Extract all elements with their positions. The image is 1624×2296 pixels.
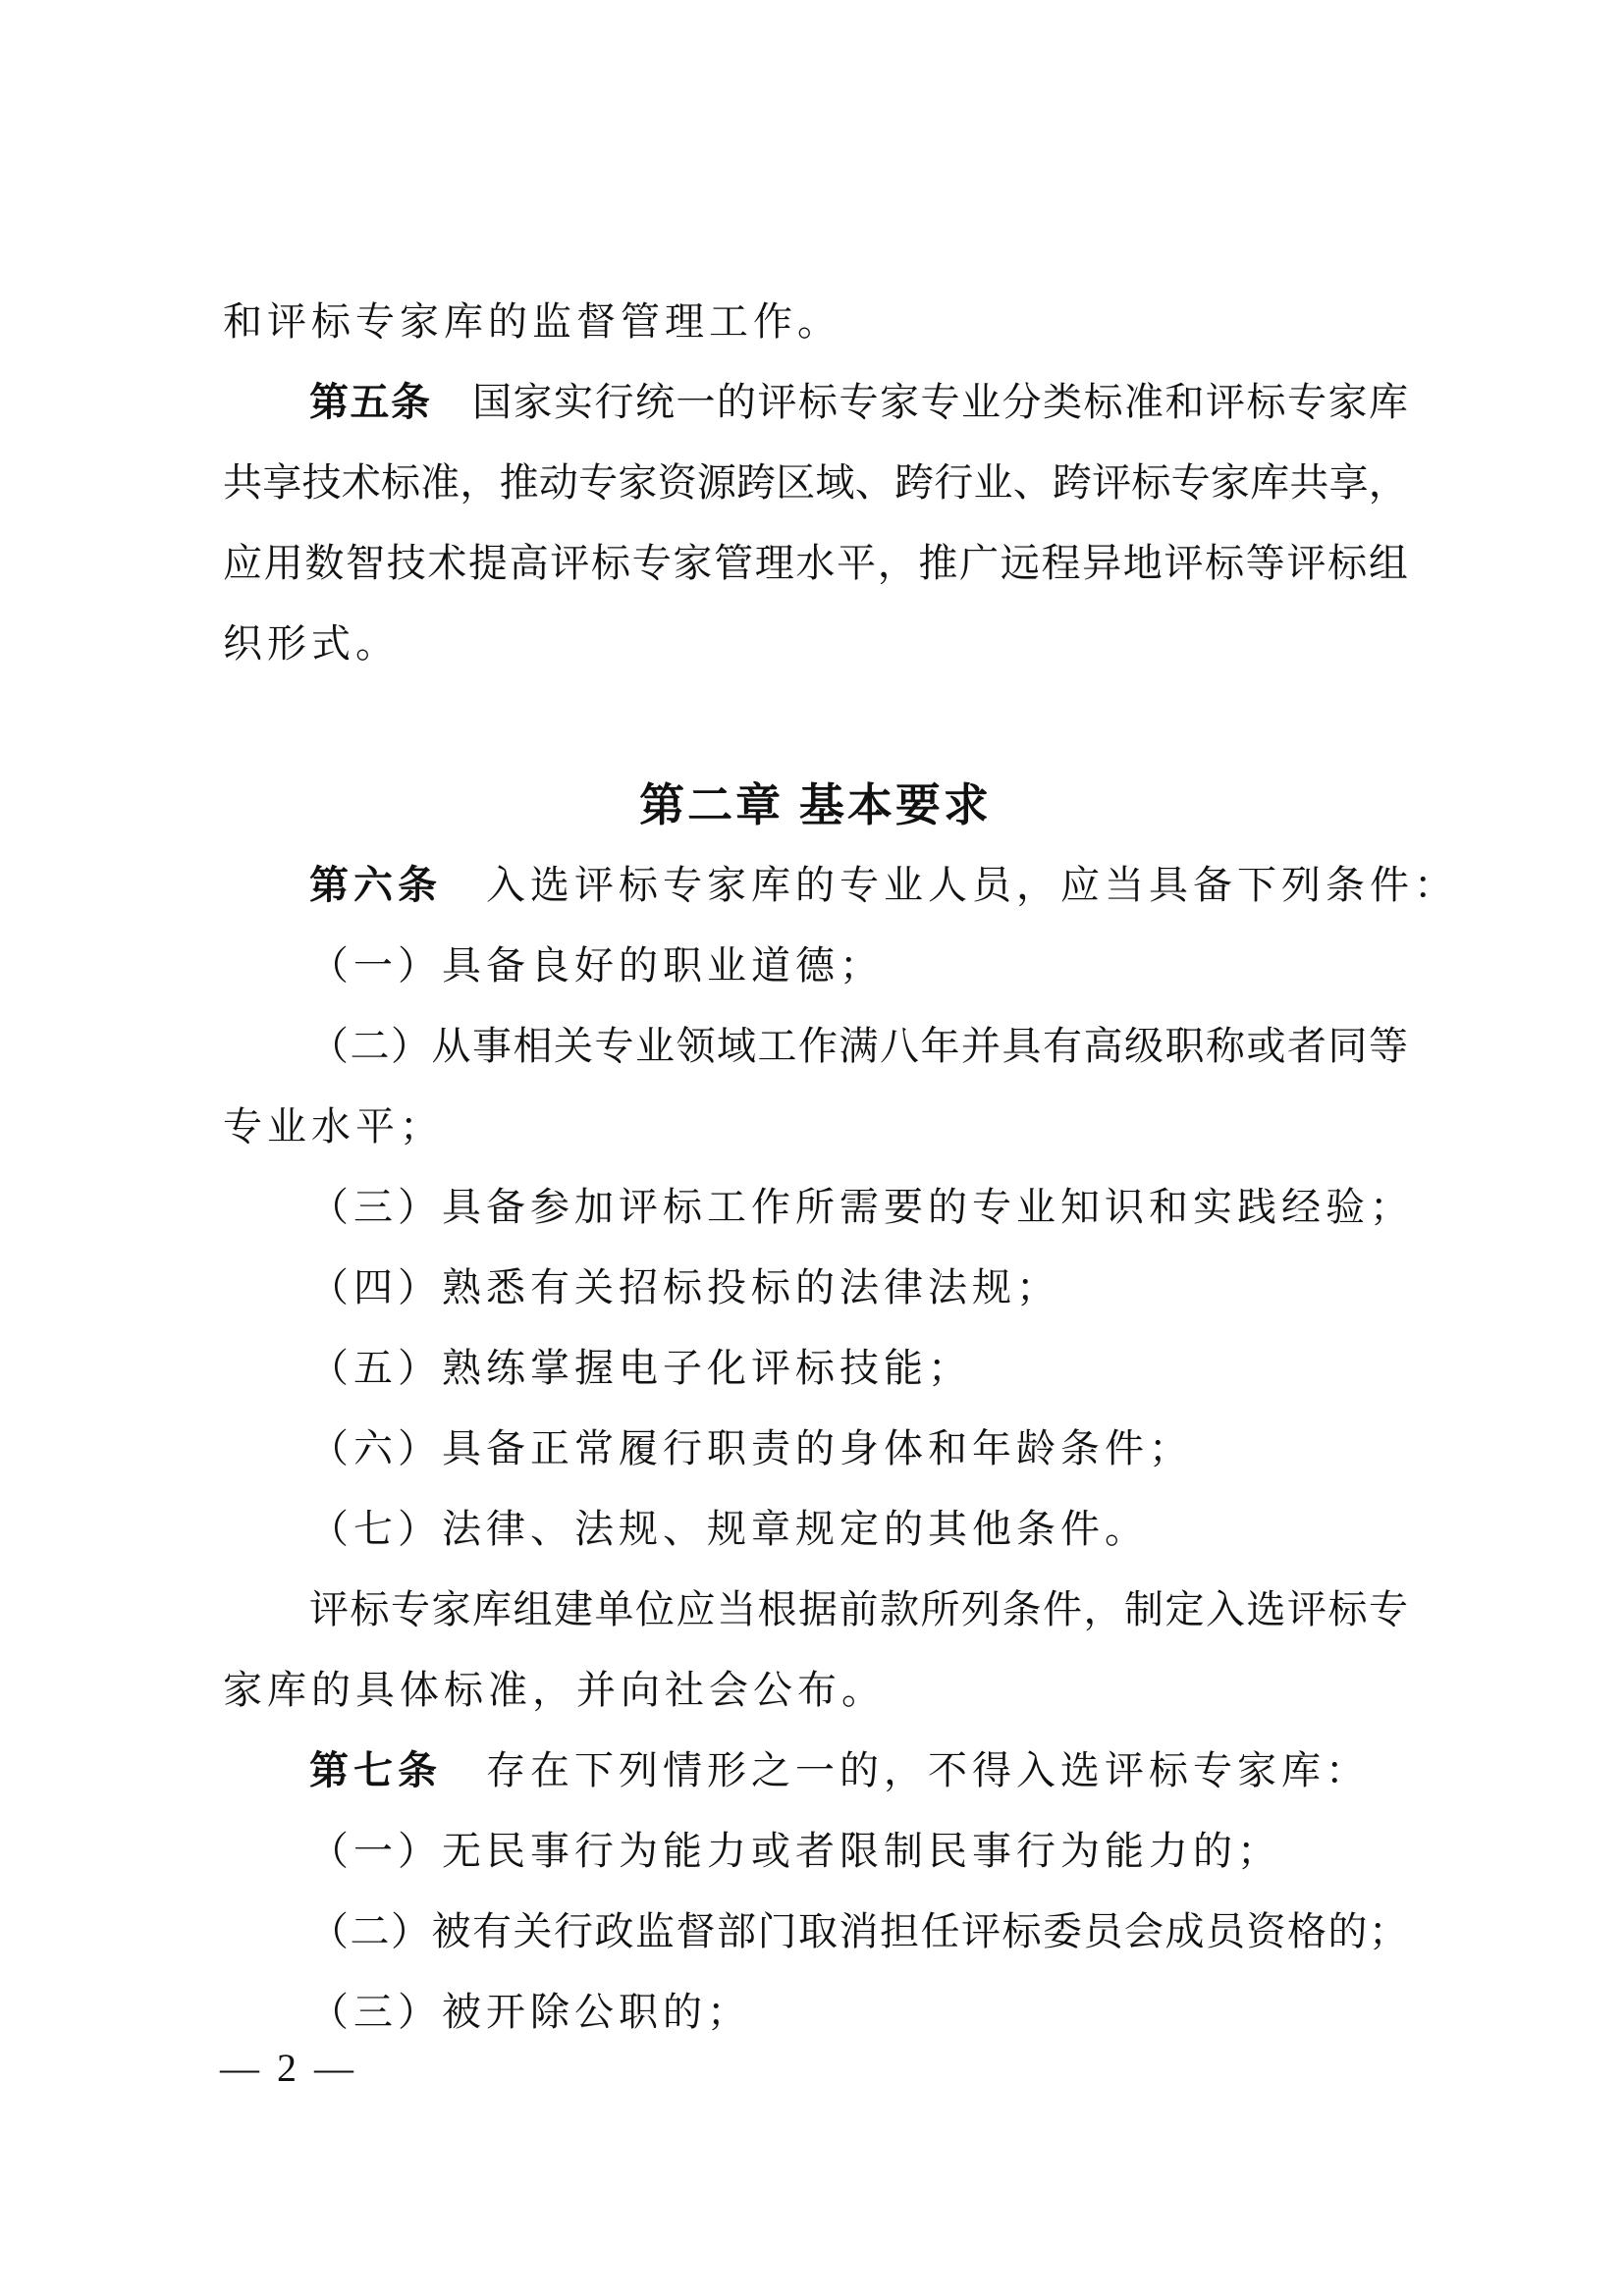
text-line: 第七条 存在下列情形之一的，不得入选评标专家库： <box>309 1748 1370 1792</box>
text-line: （ 二 ） 被 有 关 行 政 监 督 部 门 取 消 担 任 评 标 委 员 会 成 员 资 格 的 ； <box>309 1909 1408 1953</box>
blank-line <box>223 684 1408 765</box>
text-line: （五）熟练掌握电子化评标技能； <box>309 1346 972 1390</box>
text-line: 应 用 数 智 技 术 提 高 评 标 专 家 管 理 水 平 ， 推 广 远 程 异 地 评 标 等 评 标 组 <box>223 541 1408 585</box>
text-line: （一）无民事行为能力或者限制民事行为能力的； <box>309 1829 1281 1873</box>
chapter-heading: 第二章 基本要求 <box>639 779 992 830</box>
text-line: 织形式。 <box>223 621 400 666</box>
text-block <box>223 282 1458 2053</box>
text-line: 和评标专家库的监督管理工作。 <box>223 299 841 344</box>
text-line: （三）具备参加评标工作所需要的专业知识和实践经验； <box>309 1185 1414 1229</box>
text-line: （七）法律、法规、规章规定的其他条件。 <box>309 1507 1149 1551</box>
text-line: （一）具备良好的职业道德； <box>309 943 884 988</box>
text-line: 专业水平； <box>223 1104 444 1148</box>
text-line: 第六条 入选评标专家库的专业人员，应当具备下列条件： <box>309 863 1458 907</box>
text-line: 家库的具体标准，并向社会公布。 <box>223 1668 886 1712</box>
text-line: （四）熟悉有关招标投标的法律法规； <box>309 1265 1060 1309</box>
text-line: 共 享 技 术 标 准 ， 推 动 专 家 资 源 跨 区 域 、 跨 行 业 、 跨 评 标 专 家 库 共 享 ， <box>223 460 1408 505</box>
page-number: — 2 — <box>220 2046 357 2090</box>
text-line: 评 标 专 家 库 组 建 单 位 应 当 根 据 前 款 所 列 条 件 ， 制 定 入 选 评 标 专 <box>309 1587 1408 1631</box>
text-line: （六）具备正常履行职责的身体和年龄条件； <box>309 1426 1193 1470</box>
text-line: （ 二 ） 从 事 相 关 专 业 领 域 工 作 满 八 年 并 具 有 高 级 职 称 或 者 同 等 <box>309 1024 1408 1068</box>
text-line: （三）被开除公职的； <box>309 1990 751 2034</box>
text-line: 第 五 条 国 家 实 行 统 一 的 评 标 专 家 专 业 分 类 标 准 和 评 标 专 家 库 <box>309 380 1408 424</box>
